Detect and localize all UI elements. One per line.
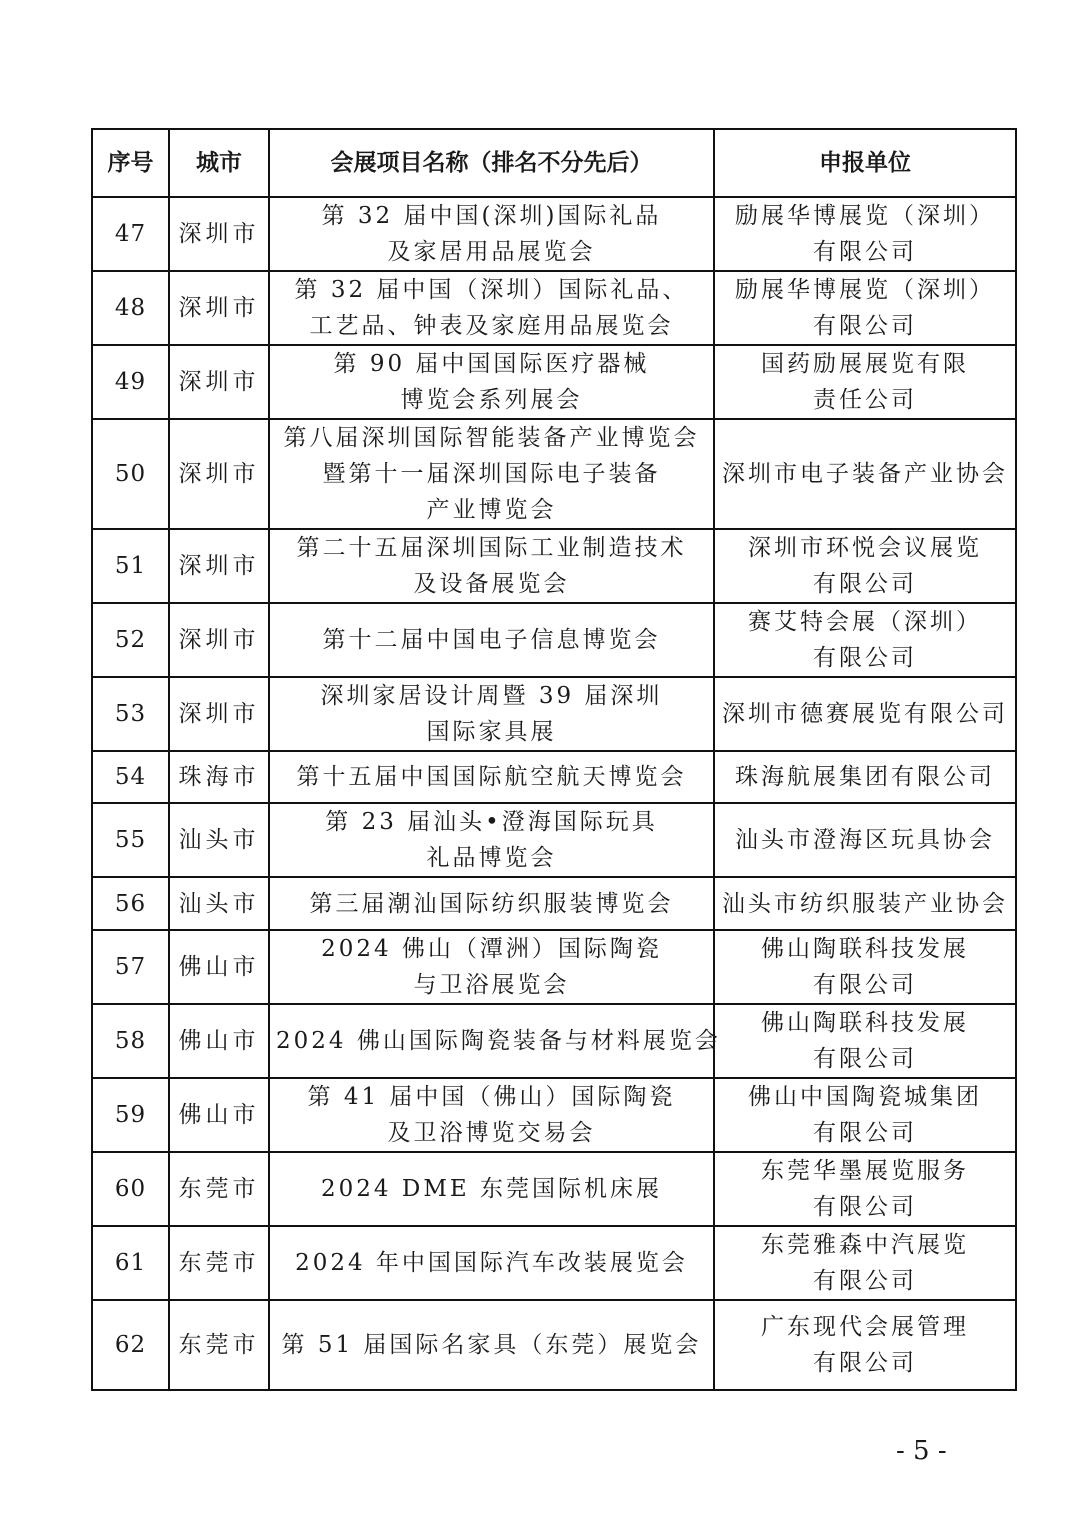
row-city: 深圳市 bbox=[169, 271, 269, 345]
header-project: 会展项目名称（排名不分先后） bbox=[269, 129, 714, 197]
row-city: 东莞市 bbox=[169, 1152, 269, 1226]
row-city: 深圳市 bbox=[169, 345, 269, 419]
row-index: 56 bbox=[92, 877, 169, 930]
row-city: 深圳市 bbox=[169, 419, 269, 529]
row-index: 62 bbox=[92, 1300, 169, 1390]
row-organizer bbox=[714, 345, 1016, 419]
row-city: 深圳市 bbox=[169, 529, 269, 603]
organizer-line: 有限公司 bbox=[813, 313, 917, 339]
row-project-name bbox=[269, 1226, 714, 1300]
table-row bbox=[92, 1226, 1016, 1300]
table-row bbox=[92, 345, 1016, 419]
project-name-line: 第三届潮汕国际纺织服装博览会 bbox=[309, 890, 674, 917]
organizer-line: 有限公司 bbox=[813, 239, 917, 265]
project-name-line: 2024 年中国国际汽车改装展览会 bbox=[295, 1250, 688, 1276]
page-number: - 5 - bbox=[896, 1436, 947, 1466]
row-city: 东莞市 bbox=[169, 1300, 269, 1390]
row-city: 深圳市 bbox=[169, 197, 269, 271]
organizer-line: 汕头市纺织服装产业协会 bbox=[722, 890, 1008, 917]
row-index: 51 bbox=[92, 529, 169, 603]
project-name-line: 第 41 届中国（佛山）国际陶瓷 bbox=[307, 1084, 676, 1110]
table-row bbox=[92, 930, 1016, 1004]
table-body bbox=[92, 197, 1016, 1390]
row-organizer bbox=[714, 803, 1016, 877]
row-organizer bbox=[714, 930, 1016, 1004]
project-name-line: 产业博览会 bbox=[426, 497, 557, 523]
table-row bbox=[92, 271, 1016, 345]
row-project-name bbox=[269, 930, 714, 1004]
row-index: 60 bbox=[92, 1152, 169, 1226]
row-index: 53 bbox=[92, 677, 169, 751]
table-row bbox=[92, 677, 1016, 751]
row-project-name bbox=[269, 419, 714, 529]
project-name-line: 第二十五届深圳国际工业制造技术 bbox=[296, 535, 687, 561]
row-city: 汕头市 bbox=[169, 877, 269, 930]
table-row bbox=[92, 1300, 1016, 1390]
row-city: 汕头市 bbox=[169, 803, 269, 877]
organizer-line: 有限公司 bbox=[813, 1268, 917, 1294]
organizer-line: 东莞雅森中汽展览 bbox=[761, 1232, 969, 1258]
row-organizer bbox=[714, 1226, 1016, 1300]
organizer-line: 佛山陶联科技发展 bbox=[761, 936, 969, 962]
row-project-name bbox=[269, 345, 714, 419]
project-name-line: 工艺品、钟表及家庭用品展览会 bbox=[309, 313, 674, 339]
organizer-line: 东莞华墨展览服务 bbox=[761, 1158, 969, 1184]
row-project-name bbox=[269, 751, 714, 803]
row-project-name bbox=[269, 877, 714, 930]
header-index: 序号 bbox=[92, 129, 169, 197]
organizer-line: 有限公司 bbox=[813, 571, 917, 597]
table-row bbox=[92, 197, 1016, 271]
row-index: 47 bbox=[92, 197, 169, 271]
organizer-line: 励展华博展览（深圳） bbox=[735, 277, 995, 303]
project-name-line: 第 90 届中国国际医疗器械 bbox=[333, 351, 650, 377]
row-index: 48 bbox=[92, 271, 169, 345]
row-index: 61 bbox=[92, 1226, 169, 1300]
project-name-line: 第 32 届中国(深圳)国际礼品 bbox=[321, 203, 662, 229]
row-city: 深圳市 bbox=[169, 677, 269, 751]
row-index: 58 bbox=[92, 1004, 169, 1078]
exhibition-table bbox=[91, 128, 1017, 1391]
table-row bbox=[92, 1004, 1016, 1078]
project-name-line: 第 23 届汕头•澄海国际玩具 bbox=[325, 809, 658, 835]
row-project-name bbox=[269, 197, 714, 271]
organizer-line: 有限公司 bbox=[813, 1046, 917, 1072]
project-name-line: 礼品博览会 bbox=[426, 845, 557, 871]
project-name-line: 第八届深圳国际智能装备产业博览会 bbox=[283, 425, 700, 451]
row-index: 57 bbox=[92, 930, 169, 1004]
organizer-line: 珠海航展集团有限公司 bbox=[735, 764, 995, 790]
row-index: 52 bbox=[92, 603, 169, 677]
organizer-line: 广东现代会展管理 bbox=[761, 1314, 969, 1340]
table-row bbox=[92, 1078, 1016, 1152]
organizer-line: 汕头市澄海区玩具协会 bbox=[735, 827, 995, 853]
row-city: 深圳市 bbox=[169, 603, 269, 677]
row-index: 50 bbox=[92, 419, 169, 529]
table-header-row bbox=[92, 129, 1016, 197]
row-organizer bbox=[714, 271, 1016, 345]
project-name-line: 国际家具展 bbox=[426, 719, 557, 745]
project-name-line: 2024 佛山国际陶瓷装备与材料展览会 bbox=[276, 1028, 721, 1054]
table-row bbox=[92, 1152, 1016, 1226]
row-city: 佛山市 bbox=[169, 1078, 269, 1152]
row-organizer bbox=[714, 419, 1016, 529]
row-index: 49 bbox=[92, 345, 169, 419]
organizer-line: 国药励展展览有限 bbox=[761, 351, 969, 377]
row-project-name bbox=[269, 529, 714, 603]
table-row bbox=[92, 877, 1016, 930]
row-organizer bbox=[714, 751, 1016, 803]
row-city: 佛山市 bbox=[169, 1004, 269, 1078]
project-name-line: 深圳家居设计周暨 39 届深圳 bbox=[320, 683, 663, 709]
organizer-line: 深圳市环悦会议展览 bbox=[748, 535, 982, 561]
organizer-line: 赛艾特会展（深圳） bbox=[748, 609, 982, 635]
project-name-line: 第 51 届国际名家具（东莞）展览会 bbox=[281, 1332, 702, 1358]
row-index: 55 bbox=[92, 803, 169, 877]
row-project-name bbox=[269, 271, 714, 345]
table-row bbox=[92, 751, 1016, 803]
project-name-line: 2024 DME 东莞国际机床展 bbox=[321, 1176, 662, 1202]
row-project-name bbox=[269, 1300, 714, 1390]
row-organizer bbox=[714, 603, 1016, 677]
project-name-line: 及设备展览会 bbox=[413, 571, 570, 597]
row-city: 东莞市 bbox=[169, 1226, 269, 1300]
header-city: 城市 bbox=[169, 129, 269, 197]
row-organizer bbox=[714, 1152, 1016, 1226]
project-name-line: 暨第十一届深圳国际电子装备 bbox=[322, 461, 661, 487]
organizer-line: 责任公司 bbox=[813, 387, 917, 413]
organizer-line: 深圳市德赛展览有限公司 bbox=[722, 701, 1008, 727]
table-row bbox=[92, 529, 1016, 603]
row-index: 59 bbox=[92, 1078, 169, 1152]
organizer-line: 有限公司 bbox=[813, 1350, 917, 1376]
project-name-line: 2024 佛山（潭洲）国际陶瓷 bbox=[321, 936, 662, 962]
row-organizer bbox=[714, 529, 1016, 603]
project-name-line: 及卫浴博览交易会 bbox=[387, 1120, 596, 1146]
table-row bbox=[92, 603, 1016, 677]
row-organizer bbox=[714, 197, 1016, 271]
project-name-line: 第十二届中国电子信息博览会 bbox=[322, 627, 661, 653]
row-city: 珠海市 bbox=[169, 751, 269, 803]
organizer-line: 有限公司 bbox=[813, 1194, 917, 1220]
table-row bbox=[92, 803, 1016, 877]
table-row bbox=[92, 419, 1016, 529]
organizer-line: 有限公司 bbox=[813, 972, 917, 998]
row-organizer bbox=[714, 1004, 1016, 1078]
row-organizer bbox=[714, 1078, 1016, 1152]
project-name-line: 及家居用品展览会 bbox=[387, 239, 596, 265]
row-organizer bbox=[714, 877, 1016, 930]
organizer-line: 佛山中国陶瓷城集团 bbox=[748, 1084, 982, 1110]
organizer-line: 有限公司 bbox=[813, 1120, 917, 1146]
project-name-line: 第 32 届中国（深圳）国际礼品、 bbox=[294, 277, 689, 303]
organizer-line: 励展华博展览（深圳） bbox=[735, 203, 995, 229]
header-organizer: 申报单位 bbox=[714, 129, 1016, 197]
organizer-line: 深圳市电子装备产业协会 bbox=[722, 461, 1008, 487]
row-project-name bbox=[269, 1078, 714, 1152]
project-name-line: 第十五届中国国际航空航天博览会 bbox=[296, 764, 687, 790]
row-project-name bbox=[269, 1004, 721, 1078]
project-name-line: 与卫浴展览会 bbox=[413, 972, 570, 998]
row-project-name bbox=[269, 603, 714, 677]
row-project-name bbox=[269, 803, 714, 877]
row-organizer bbox=[714, 677, 1016, 751]
project-name-line: 博览会系列展会 bbox=[400, 387, 583, 413]
row-project-name bbox=[269, 1152, 714, 1226]
organizer-line: 佛山陶联科技发展 bbox=[761, 1010, 969, 1036]
row-city: 佛山市 bbox=[169, 930, 269, 1004]
row-index: 54 bbox=[92, 751, 169, 803]
row-organizer bbox=[714, 1300, 1016, 1390]
row-project-name bbox=[269, 677, 714, 751]
organizer-line: 有限公司 bbox=[813, 645, 917, 671]
